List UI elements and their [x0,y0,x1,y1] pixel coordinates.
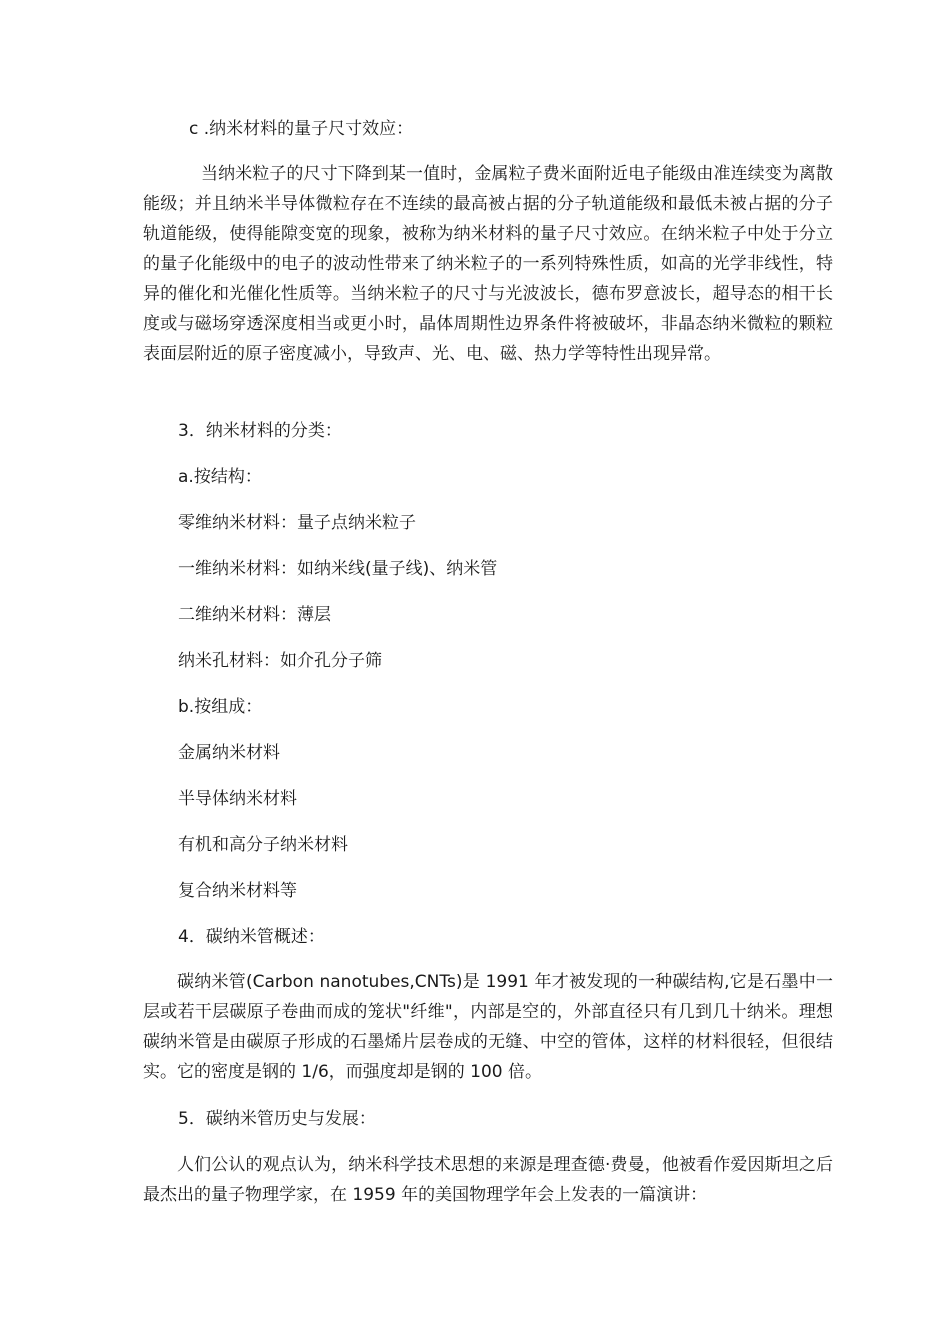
section-heading-quantum-size-effect: c .纳米材料的量子尺寸效应： [189,119,414,139]
section-heading-cnt-history: 5．碳纳米管历史与发展： [178,1109,376,1129]
subheading-by-structure: a.按结构： [178,467,262,487]
paragraph-cnt-history: 人们公认的观点认为，纳米科学技术思想的来源是理查德·费曼，他被看作爱因斯坦之后最杰出的量子物理学家，在 1959 年的美国物理学年会上发表的一篇演讲： [143,1155,833,1205]
list-item-structure: 一维纳米材料：如纳米线(量子线)、纳米管 [178,559,498,579]
section-heading-classification: 3．纳米材料的分类： [178,421,342,441]
subheading-by-composition: b.按组成： [178,697,263,717]
list-item-structure: 二维纳米材料：薄层 [178,605,331,625]
list-item-structure: 零维纳米材料：量子点纳米粒子 [178,513,416,533]
paragraph-quantum-size-effect: 当纳米粒子的尺寸下降到某一值时，金属粒子费米面附近电子能级由准连续变为离散能级；并且纳米半导体微粒存在不连续的最高被占据的分子轨道能级和最低未被占据的分子轨道能级，使得能隙变宽的现象，被称为纳米材料的量子尺寸效应。在纳米粒子中处于分立的量子化能级中的电子的波动性带来了纳米粒子的一系列特殊性质，如高的光学非线性，特异的催化和光催化性质等。当纳米粒子的尺寸与光波波长，德布罗意波长，超导态的相干长度或与磁场穿透深度相当或更小时，晶体周期性边界条件将被破坏，非晶态纳米微粒的颗粒表面层附近的原子密度减小，导致声、光、电、磁、热力学等特性出现异常。 [143,164,833,364]
list-item-composition: 半导体纳米材料 [178,789,297,809]
list-item-structure: 纳米孔材料：如介孔分子筛 [178,651,382,671]
list-item-composition: 有机和高分子纳米材料 [178,835,348,855]
section-heading-cnt-overview: 4．碳纳米管概述： [178,927,325,947]
list-item-composition: 金属纳米材料 [178,743,280,763]
list-item-composition: 复合纳米材料等 [178,881,297,901]
paragraph-cnt-overview: 碳纳米管(Carbon nanotubes,CNTs)是 1991 年才被发现的一种碳结构,它是石墨中一层或若干层碳原子卷曲而成的笼状"纤维"，内部是空的，外部直径只有几到几十纳米。理想碳纳米管是由碳原子形成的石墨烯片层卷成的无缝、中空的管体，这样的材料很轻，但很结实。它的密度是钢的 1/6，而强度却是钢的 100 倍。 [143,972,833,1082]
